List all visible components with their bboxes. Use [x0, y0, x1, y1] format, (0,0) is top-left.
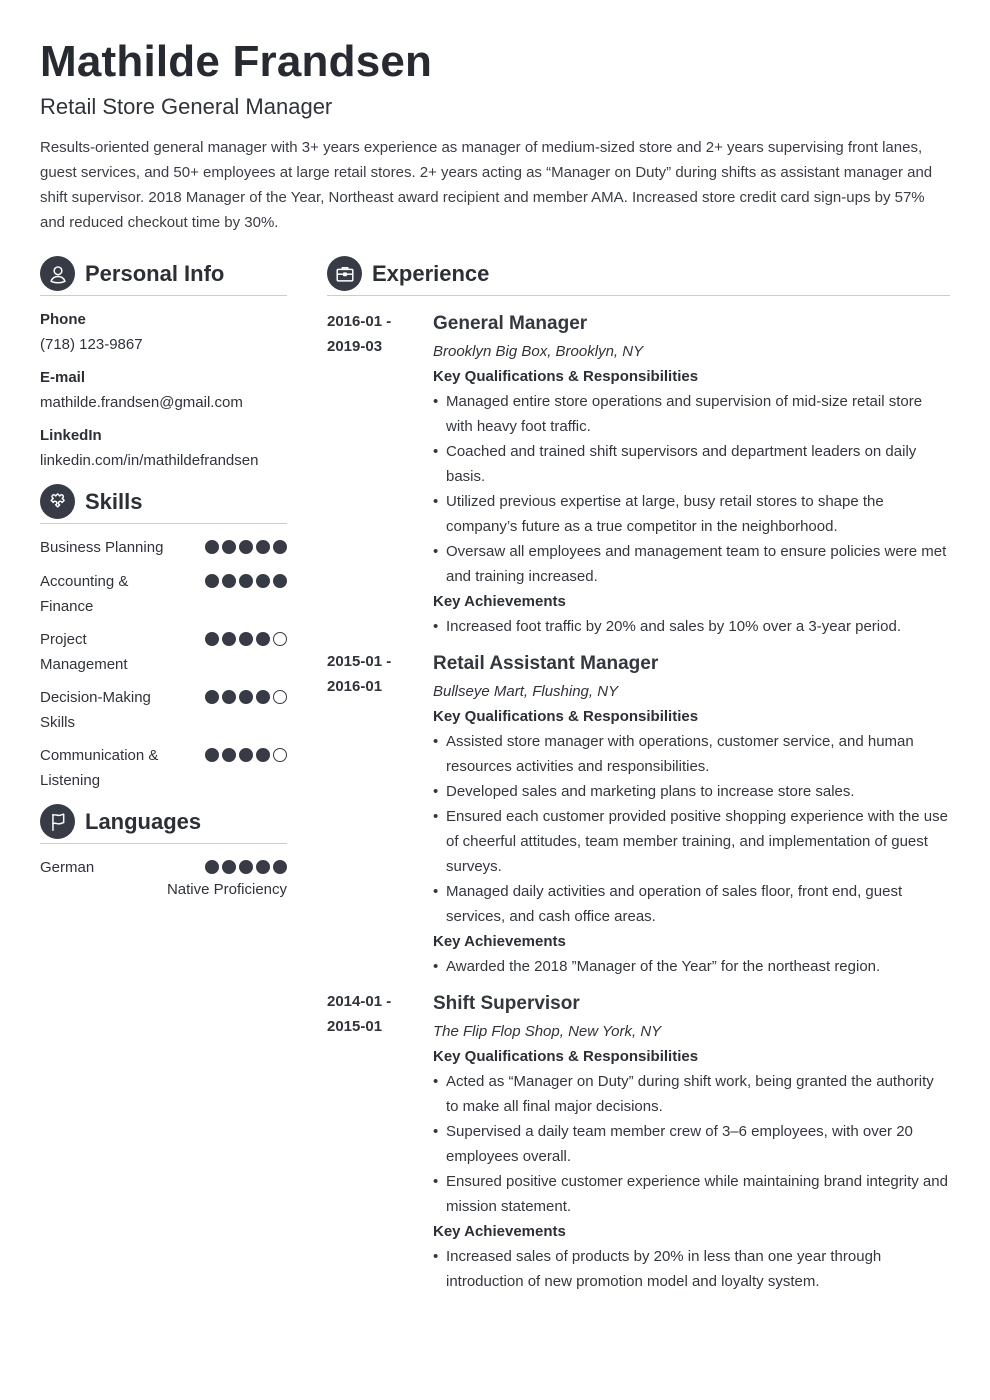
job-date-start: 2014-01 -: [327, 993, 392, 1010]
personal-info-title: Personal Info: [85, 261, 225, 286]
candidate-title: Retail Store General Manager: [40, 94, 333, 119]
job-dates: [327, 309, 417, 359]
experience-header: [327, 256, 950, 296]
rating-dot-filled: [273, 860, 287, 874]
achievements-heading: Key Achievements: [433, 1223, 566, 1240]
rating-dot-filled: [239, 540, 253, 554]
linkedin-label: LinkedIn: [40, 427, 102, 444]
rating-dot-filled: [205, 748, 219, 762]
skill-name: Business Planning: [40, 539, 164, 556]
rating-dot-filled: [239, 574, 253, 588]
achievements-list: [433, 1244, 950, 1294]
job-date-start: 2016-01 -: [327, 313, 392, 330]
job-entry: [327, 309, 950, 639]
skill-name: Communication & Listening: [40, 747, 159, 789]
rating-dot-filled: [256, 748, 270, 762]
email-value[interactable]: mathilde.frandsen@gmail.com: [40, 394, 243, 411]
rating-dot-filled: [239, 748, 253, 762]
responsibilities-list: [433, 1069, 950, 1219]
job-entry: [327, 989, 950, 1294]
rating-dot-filled: [256, 860, 270, 874]
skill-row: [40, 535, 287, 560]
skill-row: [40, 569, 287, 619]
summary-paragraph: Results-oriented general manager with 3+ years experience as manager of medium-sized store and 2+ years supervising front lanes, guest services, and 50+ employees at large retail stores. 2+ years acting as “Manager on Duty” during shifts as assistant manager and shift supervisor. 2018 Manager of the Year, Northeast award recipient and member AMA. Increased store credit card sign-ups by 57% and reduced checkout time by 30%.: [40, 139, 933, 231]
personal-info-header: [40, 256, 287, 296]
skill-rating: [205, 574, 287, 588]
phone-value[interactable]: (718) 123-9867: [40, 336, 143, 353]
responsibilities-heading: Key Qualifications & Responsibilities: [433, 708, 699, 725]
job-title: Shift Supervisor: [433, 993, 580, 1014]
list-item: • Awarded the 2018 ”Manager of the Year” for the northeast region.: [433, 954, 950, 979]
language-row: [40, 855, 287, 903]
skill-row: [40, 685, 287, 735]
puzzle-icon: [40, 484, 75, 519]
list-item: • Ensured positive customer experience while maintaining brand integrity and mission statement.: [433, 1169, 950, 1219]
skill-rating: [205, 632, 287, 646]
skill-row: [40, 627, 287, 677]
list-item: • Assisted store manager with operations, customer service, and human resources activities and responsibilities.: [433, 729, 950, 779]
job-body: [433, 309, 950, 639]
list-item: • Acted as “Manager on Duty” during shift work, being granted the authority to make all final major decisions.: [433, 1069, 950, 1119]
skill-name: Accounting & Finance: [40, 573, 129, 615]
language-rating: [205, 860, 287, 874]
job-date-end: 2015-01: [327, 1018, 383, 1035]
rating-dot-empty: [273, 690, 287, 704]
rating-dot-filled: [239, 860, 253, 874]
skill-row: [40, 743, 287, 793]
phone-label: Phone: [40, 311, 86, 328]
responsibilities-heading: Key Qualifications & Responsibilities: [433, 1048, 699, 1065]
rating-dot-filled: [222, 690, 236, 704]
responsibilities-list: [433, 729, 950, 929]
rating-dot-filled: [205, 690, 219, 704]
candidate-name: Mathilde Frandsen: [40, 37, 433, 86]
list-item: • Increased sales of products by 20% in less than one year through introduction of new promotion model and loyalty system.: [433, 1244, 950, 1294]
rating-dot-filled: [222, 540, 236, 554]
job-company: Brooklyn Big Box, Brooklyn, NY: [433, 343, 644, 360]
right-column: [327, 256, 950, 1294]
skill-name: Project Management: [40, 631, 128, 673]
email-label: E-mail: [40, 369, 86, 386]
job-company: The Flip Flop Shop, New York, NY: [433, 1023, 662, 1040]
job-title: General Manager: [433, 313, 588, 334]
job-body: [433, 989, 950, 1294]
list-item: • Increased foot traffic by 20% and sales by 10% over a 3-year period.: [433, 614, 950, 639]
rating-dot-filled: [239, 690, 253, 704]
skill-rating: [205, 748, 287, 762]
job-title: Retail Assistant Manager: [433, 653, 659, 674]
rating-dot-filled: [222, 574, 236, 588]
rating-dot-filled: [205, 540, 219, 554]
achievements-heading: Key Achievements: [433, 593, 566, 610]
resume-page: [40, 0, 950, 1400]
flag-icon: [40, 804, 75, 839]
job-date-start: 2015-01 -: [327, 653, 392, 670]
skill-rating: [205, 540, 287, 554]
left-column: [40, 256, 287, 903]
rating-dot-empty: [273, 632, 287, 646]
skills-header: [40, 484, 287, 524]
rating-dot-filled: [222, 748, 236, 762]
rating-dot-filled: [256, 540, 270, 554]
experience-title: Experience: [372, 261, 490, 286]
skill-rating: [205, 690, 287, 704]
rating-dot-filled: [239, 632, 253, 646]
rating-dot-filled: [256, 632, 270, 646]
list-item: • Supervised a daily team member crew of 3–6 employees, with over 20 employees overall.: [433, 1119, 950, 1169]
list-item: • Managed daily activities and operation of sales floor, front end, guest services, and cash office areas.: [433, 879, 950, 929]
language-proficiency: Native Proficiency: [166, 881, 287, 898]
achievements-list: [433, 614, 950, 639]
list-item: • Managed entire store operations and supervision of mid-size retail store with heavy foot traffic.: [433, 389, 950, 439]
briefcase-icon: [327, 256, 362, 291]
skills-list: [40, 535, 287, 793]
achievements-list: [433, 954, 950, 979]
languages-title: Languages: [85, 809, 202, 834]
rating-dot-filled: [222, 860, 236, 874]
rating-dot-filled: [256, 574, 270, 588]
rating-dot-filled: [205, 574, 219, 588]
job-date-end: 2016-01: [327, 678, 383, 695]
list-item: • Coached and trained shift supervisors and department leaders on daily basis.: [433, 439, 950, 489]
rating-dot-filled: [205, 860, 219, 874]
user-icon: [40, 256, 75, 291]
rating-dot-filled: [222, 632, 236, 646]
language-name: German: [40, 859, 95, 876]
responsibilities-heading: Key Qualifications & Responsibilities: [433, 368, 699, 385]
responsibilities-list: [433, 389, 950, 589]
linkedin-value[interactable]: linkedin.com/in/mathildefrandsen: [40, 452, 259, 469]
rating-dot-filled: [256, 690, 270, 704]
job-dates: [327, 649, 417, 699]
rating-dot-empty: [273, 748, 287, 762]
list-item: • Utilized previous expertise at large, busy retail stores to shape the company’s future as a true competitor in the neighborhood.: [433, 489, 950, 539]
skill-name: Decision-Making Skills: [40, 689, 151, 731]
job-date-end: 2019-03: [327, 338, 383, 355]
languages-header: [40, 804, 287, 844]
job-body: [433, 649, 950, 979]
list-item: • Ensured each customer provided positive shopping experience with the use of cheerful attitudes, team member training, and implementation of guest surveys.: [433, 804, 950, 879]
list-item: • Oversaw all employees and management team to ensure policies were met and training increased.: [433, 539, 950, 589]
list-item: • Developed sales and marketing plans to increase store sales.: [433, 779, 950, 804]
rating-dot-filled: [273, 540, 287, 554]
job-company: Bullseye Mart, Flushing, NY: [433, 683, 619, 700]
rating-dot-filled: [205, 632, 219, 646]
rating-dot-filled: [273, 574, 287, 588]
skills-title: Skills: [85, 489, 143, 514]
job-dates: [327, 989, 417, 1039]
achievements-heading: Key Achievements: [433, 933, 566, 950]
job-entry: [327, 649, 950, 979]
